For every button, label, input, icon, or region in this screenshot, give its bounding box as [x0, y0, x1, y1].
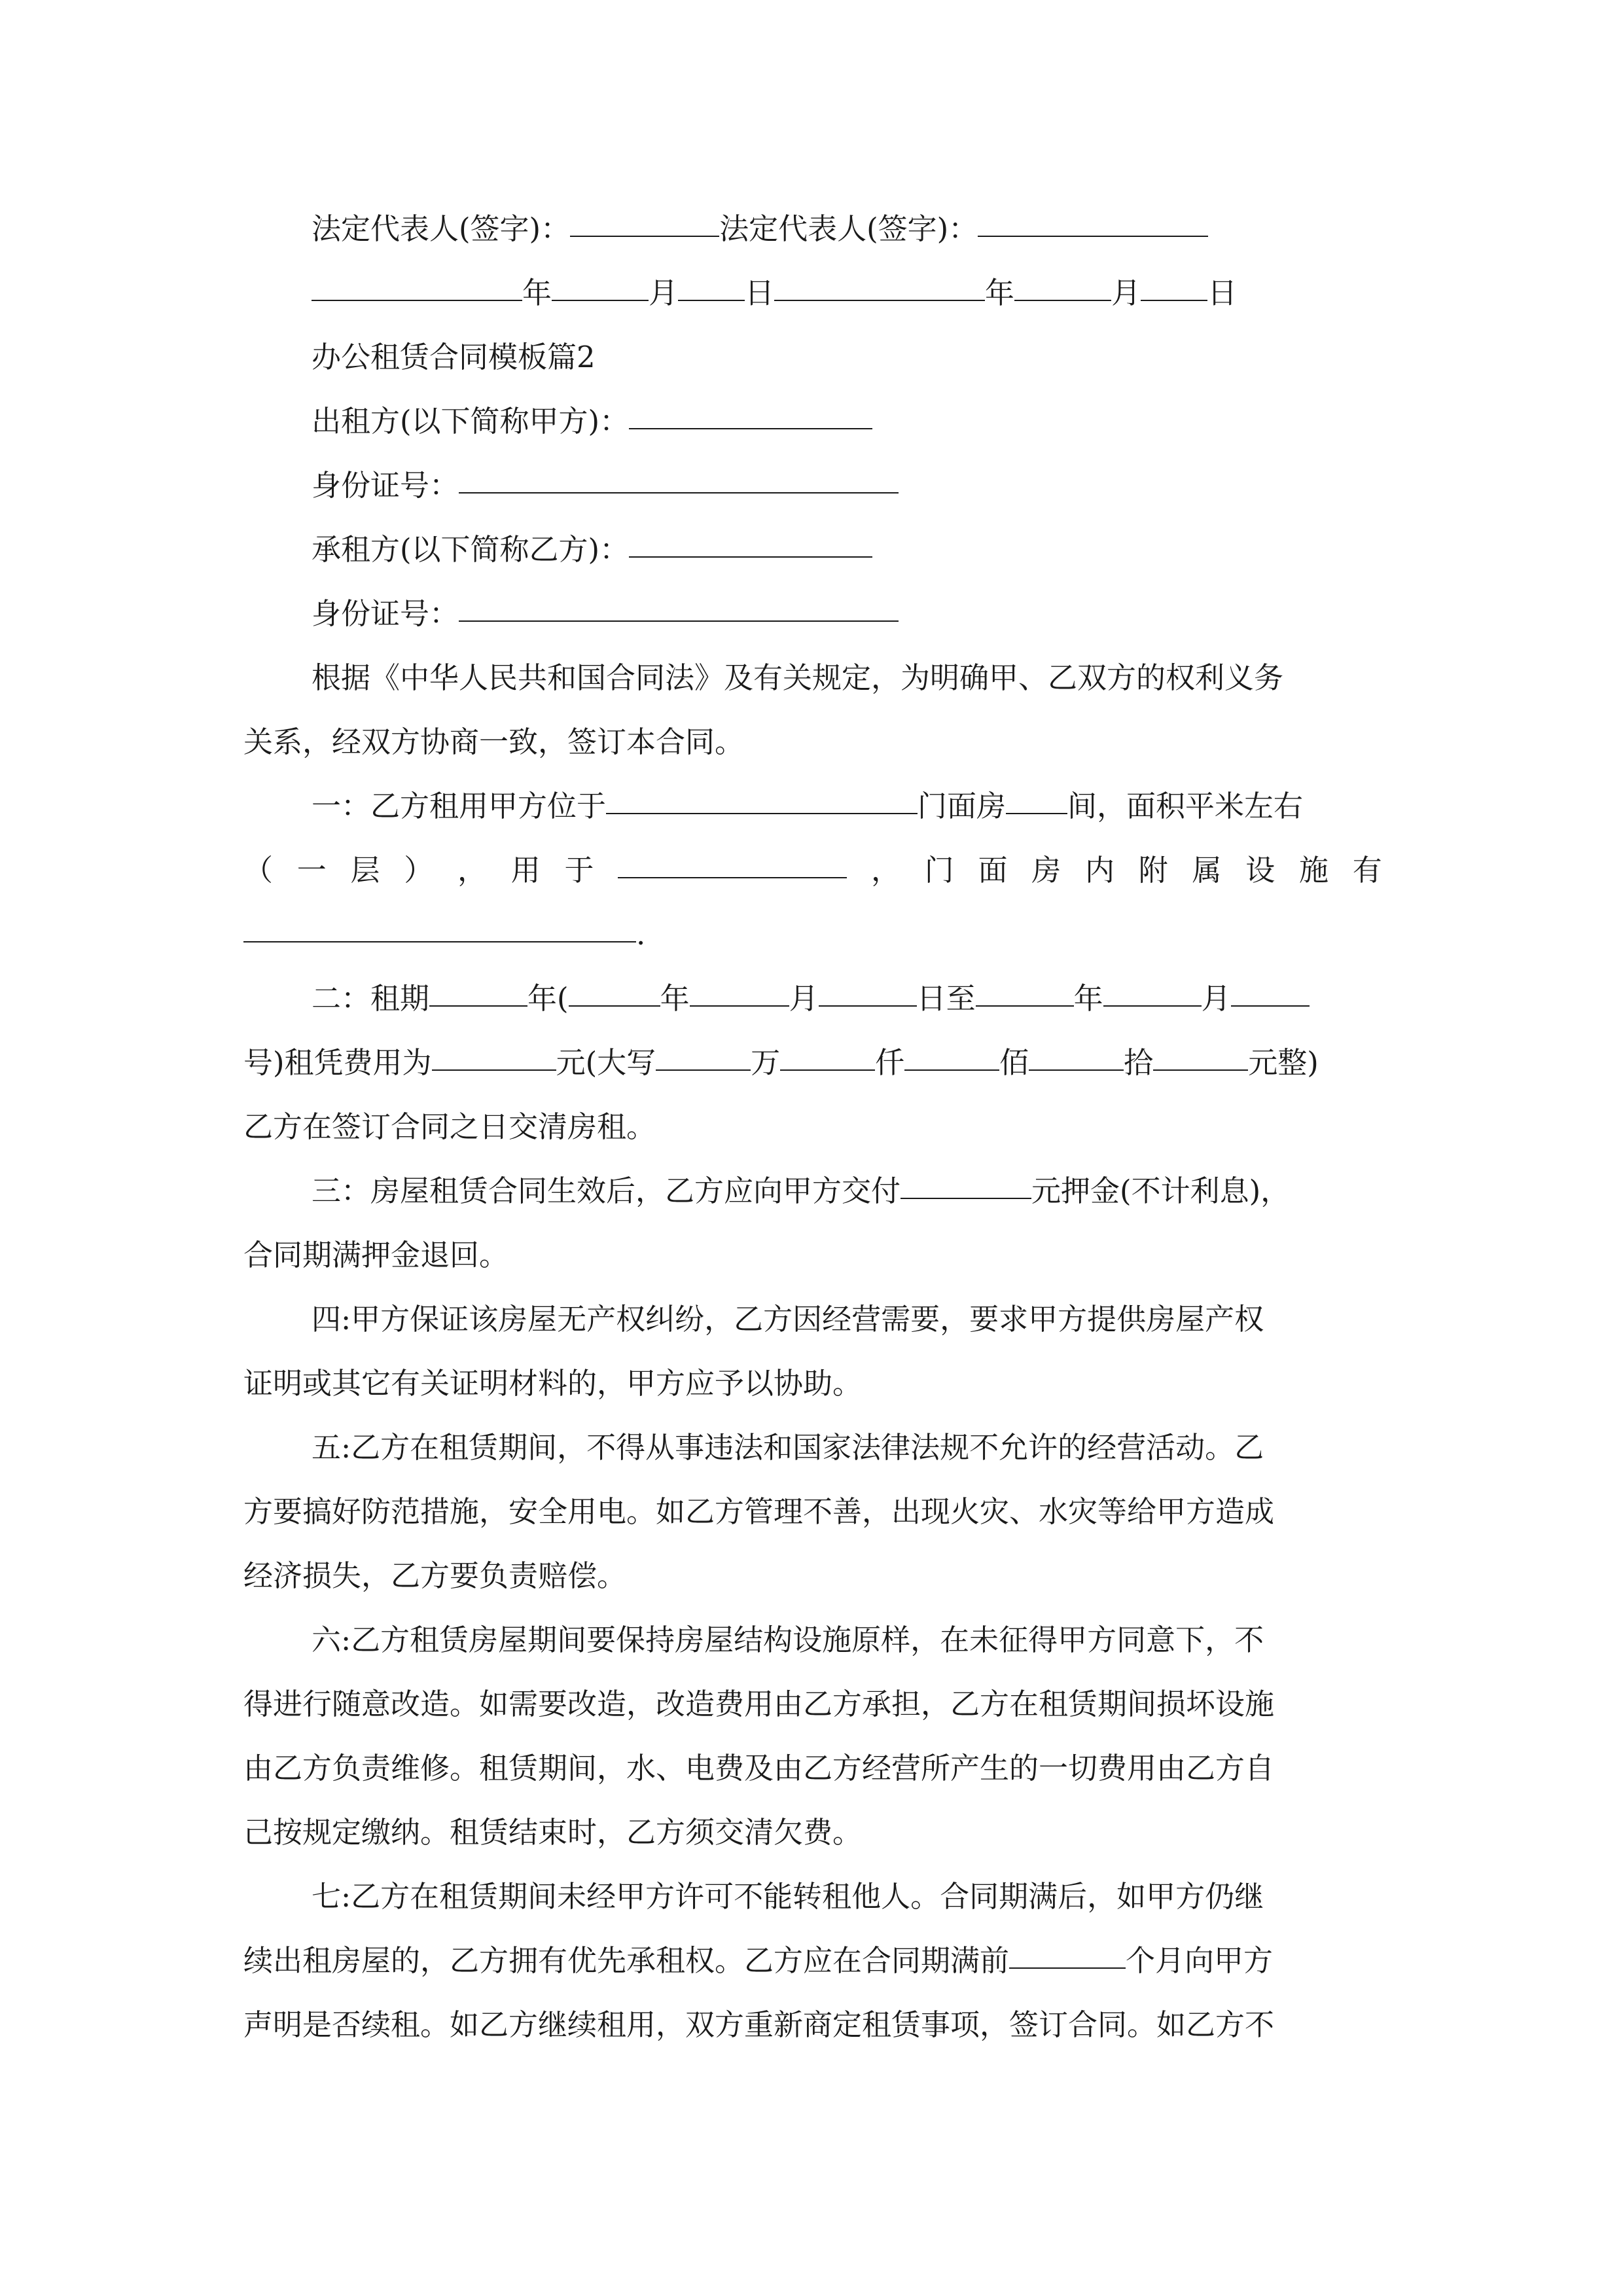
clause-text: 乙方在签订合同之日交清房租。: [243, 1109, 656, 1144]
clause-6-line-1: [312, 1617, 1382, 1664]
clause-text: 门面房: [918, 789, 1007, 823]
clause-4-line-1: [312, 1296, 1382, 1343]
clause-text: 日至: [916, 981, 976, 1016]
blank-field[interactable]: [1029, 1039, 1124, 1071]
blank-field[interactable]: [243, 911, 636, 942]
clause-7-line-3: [243, 2001, 1382, 2049]
intro-line-1: [312, 655, 1382, 702]
blank-field[interactable]: [618, 847, 847, 878]
clause-4-line-2: [243, 1360, 1382, 1407]
clause-char: 于: [564, 853, 594, 888]
blank-field[interactable]: [459, 462, 899, 493]
clause-1-line-1: [312, 783, 1382, 830]
clause-2-line-1: [312, 975, 1382, 1022]
clause-char: （: [243, 853, 274, 888]
id-label: 身份证号：: [312, 468, 459, 503]
blank-field[interactable]: [1153, 1039, 1248, 1071]
lessor-label: 出租方(以下简称甲方)：: [312, 404, 630, 439]
paragraph-text: 关系，经双方协商一致，签订本合同。: [243, 725, 745, 759]
clause-text: 元整): [1248, 1045, 1319, 1080]
lessee-line: [312, 526, 1382, 573]
day-label: 日: [745, 276, 775, 310]
blank-field[interactable]: [569, 975, 660, 1007]
blank-field[interactable]: [774, 270, 985, 301]
clause-text: 一：乙方租用甲方位于: [312, 789, 607, 823]
clause-text: 元押金(不计利息)，: [1031, 1174, 1291, 1208]
clause-6-line-2: [243, 1681, 1382, 1728]
clause-text: 得进行随意改造。如需要改造，改造费用由乙方承担，乙方在租赁期间损坏设施: [243, 1687, 1275, 1721]
rep-label-b: 法定代表人(签字)：: [719, 211, 978, 246]
blank-field[interactable]: [901, 1168, 1031, 1199]
clause-6-line-3: [243, 1745, 1382, 1792]
clause-char: 施: [1298, 853, 1329, 888]
clause-text: 四:甲方保证该房屋无产权纠纷，乙方因经营需要，要求甲方提供房屋产权: [312, 1302, 1264, 1336]
clause-char: ）: [404, 853, 434, 888]
blank-field[interactable]: [432, 1039, 556, 1071]
clause-char: 附: [1138, 853, 1168, 888]
lessor-id-line: [312, 462, 1382, 509]
clause-3-line-1: [312, 1168, 1382, 1215]
clause-text: 年(: [527, 981, 569, 1016]
clause-text: 三：房屋租赁合同生效后，乙方应向甲方交付: [312, 1174, 901, 1208]
clause-7-line-2: [243, 1937, 1382, 1984]
clause-text: 方要搞好防范措施，安全用电。如乙方管理不善，出现火灾、水灾等给甲方造成: [243, 1494, 1275, 1529]
clause-text: 万: [751, 1045, 781, 1080]
blank-field[interactable]: [904, 1039, 999, 1071]
blank-field[interactable]: [606, 783, 918, 814]
clause-2-line-2: [243, 1039, 1382, 1086]
clause-char: 门: [924, 853, 954, 888]
clause-text: 月: [1201, 981, 1231, 1016]
clause-text: 月: [789, 981, 819, 1016]
section-title-text: 办公租赁合同模板篇2: [312, 340, 596, 374]
blank-field[interactable]: [1231, 975, 1310, 1007]
blank-field[interactable]: [429, 975, 527, 1007]
blank-field[interactable]: [978, 206, 1208, 237]
blank-field[interactable]: [780, 1039, 875, 1071]
clause-text: 元(大写: [556, 1045, 656, 1080]
clause-text: 仟: [875, 1045, 905, 1080]
clause-char: ，: [457, 853, 488, 888]
clause-text: 续出租房屋的，乙方拥有优先承租权。乙方应在合同期满前: [243, 1943, 1010, 1978]
clause-text: 年: [1073, 981, 1103, 1016]
blank-field[interactable]: [459, 590, 899, 622]
clause-char: 属: [1192, 853, 1222, 888]
clause-text: 经济损失，乙方要负责赔偿。: [243, 1558, 627, 1593]
clause-text: 由乙方负责维修。租赁期间，水、电费及由乙方经营所产生的一切费用由乙方自: [243, 1751, 1275, 1785]
blank-field[interactable]: [552, 270, 649, 301]
blank-field[interactable]: [1009, 1937, 1126, 1969]
clause-text: 号)租凭费用为: [243, 1045, 432, 1080]
clause-5-line-1: [312, 1424, 1382, 1471]
clause-text: .: [636, 917, 646, 952]
year-label: 年: [985, 276, 1015, 310]
blank-field[interactable]: [312, 270, 522, 301]
clause-text: 六:乙方租赁房屋期间要保持房屋结构设施原样，在未征得甲方同意下，不: [312, 1623, 1264, 1657]
lessee-label: 承租方(以下简称乙方)：: [312, 532, 630, 567]
clause-text: 七:乙方在租赁期间未经甲方许可不能转租他人。合同期满后，如甲方仍继: [312, 1879, 1264, 1914]
month-label: 月: [1111, 276, 1141, 310]
clause-text: 己按规定缴纳。租赁结束时，乙方须交清欠费。: [243, 1815, 863, 1850]
clause-text: 合同期满押金退回。: [243, 1238, 509, 1272]
section-title: [312, 334, 1382, 381]
lessee-id-line: [312, 590, 1382, 637]
blank-field[interactable]: [690, 975, 789, 1007]
clause-char: 有: [1352, 853, 1382, 888]
clause-text: 拾: [1124, 1045, 1154, 1080]
paragraph-text: 根据《中华人民共和国合同法》及有关规定，为明确甲、乙双方的权利义务: [312, 660, 1284, 695]
clause-char: 设: [1245, 853, 1275, 888]
clause-char: 内: [1084, 853, 1115, 888]
clause-1-line-2: [243, 847, 1382, 894]
clause-5-line-3: [243, 1552, 1382, 1600]
blank-field[interactable]: [1103, 975, 1202, 1007]
blank-field[interactable]: [656, 1039, 751, 1071]
lessor-line: [312, 398, 1382, 445]
clause-char: 用: [510, 853, 541, 888]
clause-char: 层: [350, 853, 380, 888]
clause-char: ，: [870, 853, 901, 888]
clause-char: 面: [978, 853, 1008, 888]
blank-field[interactable]: [1006, 783, 1067, 814]
clause-text: 佰: [999, 1045, 1029, 1080]
clause-1-line-3: [243, 911, 1382, 958]
clause-text: 声明是否续租。如乙方继续租用，双方重新商定租赁事项，签订合同。如乙方不: [243, 2007, 1275, 2042]
clause-text: 个月向甲方: [1126, 1943, 1274, 1978]
day-label: 日: [1207, 276, 1238, 310]
clause-3-line-2: [243, 1232, 1382, 1279]
blank-field[interactable]: [629, 398, 872, 429]
clause-text: 二：租期: [312, 981, 430, 1016]
intro-line-2: [243, 719, 1382, 766]
clause-text: 证明或其它有关证明材料的，甲方应予以协助。: [243, 1366, 863, 1401]
representative-signature-line: [312, 206, 1382, 253]
rep-label-a: 法定代表人(签字)：: [312, 211, 571, 246]
blank-field[interactable]: [819, 975, 917, 1007]
year-label: 年: [522, 276, 552, 310]
id-label: 身份证号：: [312, 596, 459, 631]
date-signature-line: [312, 270, 1382, 317]
blank-field[interactable]: [976, 975, 1074, 1007]
blank-field[interactable]: [678, 270, 745, 301]
clause-7-line-1: [312, 1873, 1382, 1920]
blank-field[interactable]: [629, 526, 872, 558]
blank-field[interactable]: [1141, 270, 1207, 301]
clause-char: 房: [1031, 853, 1061, 888]
clause-2-line-3: [243, 1103, 1382, 1151]
clause-text: 年: [660, 981, 690, 1016]
clause-6-line-4: [243, 1809, 1382, 1856]
month-label: 月: [649, 276, 679, 310]
clause-5-line-2: [243, 1488, 1382, 1535]
clause-text: 间，面积平米左右: [1067, 789, 1304, 823]
blank-field[interactable]: [570, 206, 719, 237]
blank-field[interactable]: [1014, 270, 1111, 301]
clause-char: 一: [296, 853, 327, 888]
clause-text: 五:乙方在租赁期间，不得从事违法和国家法律法规不允许的经营活动。乙: [312, 1430, 1264, 1465]
